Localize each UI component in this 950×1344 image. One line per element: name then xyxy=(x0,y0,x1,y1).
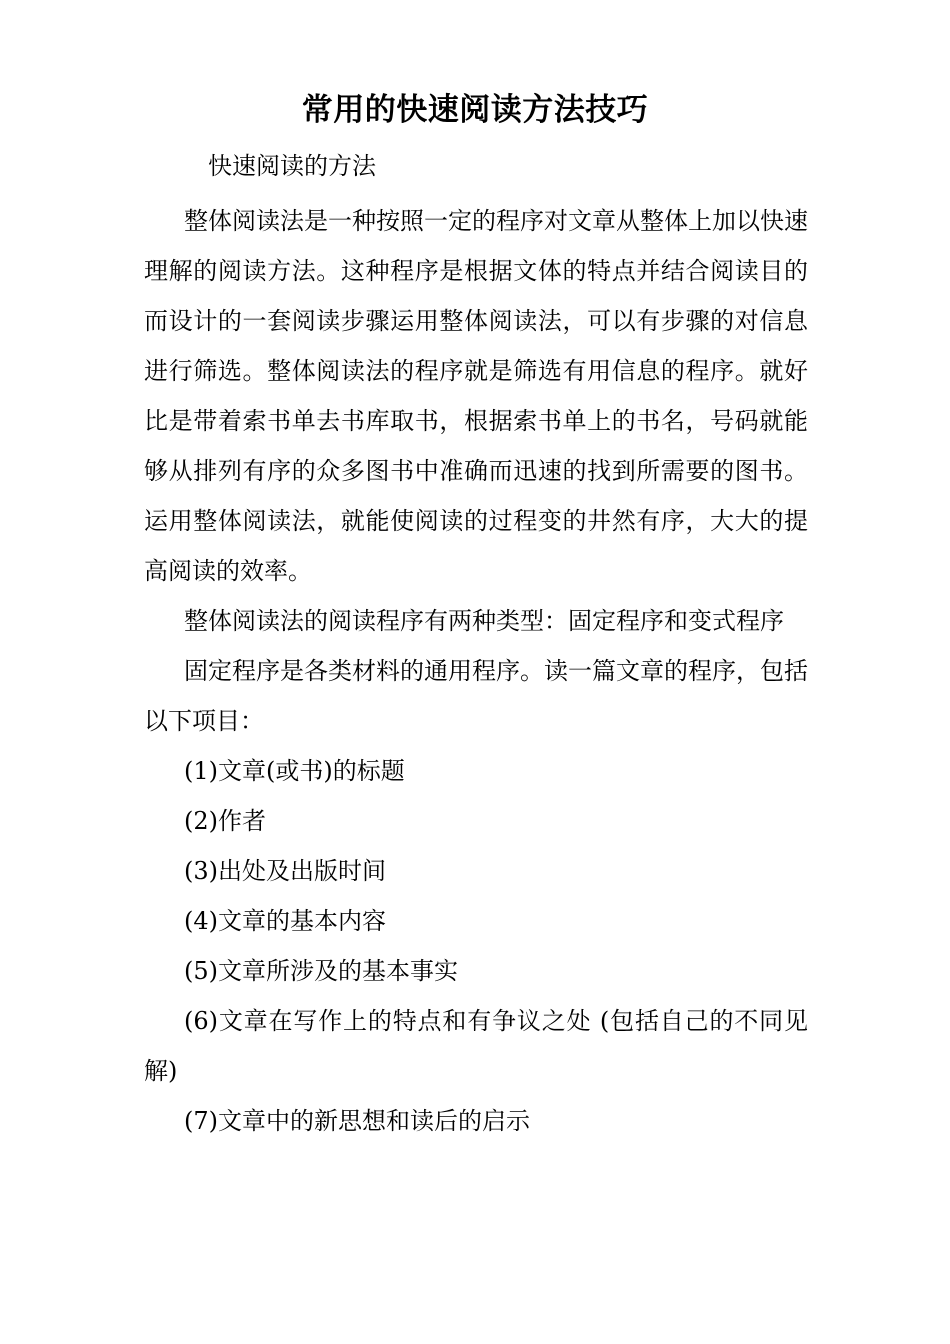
list-item-7: (7)文章中的新思想和读后的启示 xyxy=(184,1107,530,1135)
document-subtitle: 快速阅读的方法 xyxy=(208,152,376,180)
list-item-5: (5)文章所涉及的基本事实 xyxy=(184,957,458,985)
list-item-6: (6)文章在写作上的特点和有争议之处 (包括自己的不同见解) xyxy=(144,1007,808,1085)
document-body xyxy=(144,196,808,1146)
paragraph-intro: 整体阅读法是一种按照一定的程序对文章从整体上加以快速理解的阅读方法。这种程序是根据文体的特点并结合阅读目的而设计的一套阅读步骤运用整体阅读法，可以有步骤的对信息进行筛选。整体阅读法的程序就是筛选有用信息的程序。就好比是带着索书单去书库取书，根据索书单上的书名，号码就能够从排列有序的众多图书中准确而迅速的找到所需要的图书。运用整体阅读法，就能使阅读的过程变的井然有序，大大的提高阅读的效率。 xyxy=(144,207,808,585)
paragraph-fixed-program: 固定程序是各类材料的通用程序。读一篇文章的程序，包括以下项目： xyxy=(144,657,808,735)
document-title: 常用的快速阅读方法技巧 xyxy=(301,92,649,128)
list-item-4: (4)文章的基本内容 xyxy=(184,907,386,935)
paragraph-types: 整体阅读法的阅读程序有两种类型：固定程序和变式程序 xyxy=(184,607,784,635)
list-item-2: (2)作者 xyxy=(184,807,266,835)
list-item-1: (1)文章(或书)的标题 xyxy=(184,757,405,785)
list-item-3: (3)出处及出版时间 xyxy=(184,857,386,885)
